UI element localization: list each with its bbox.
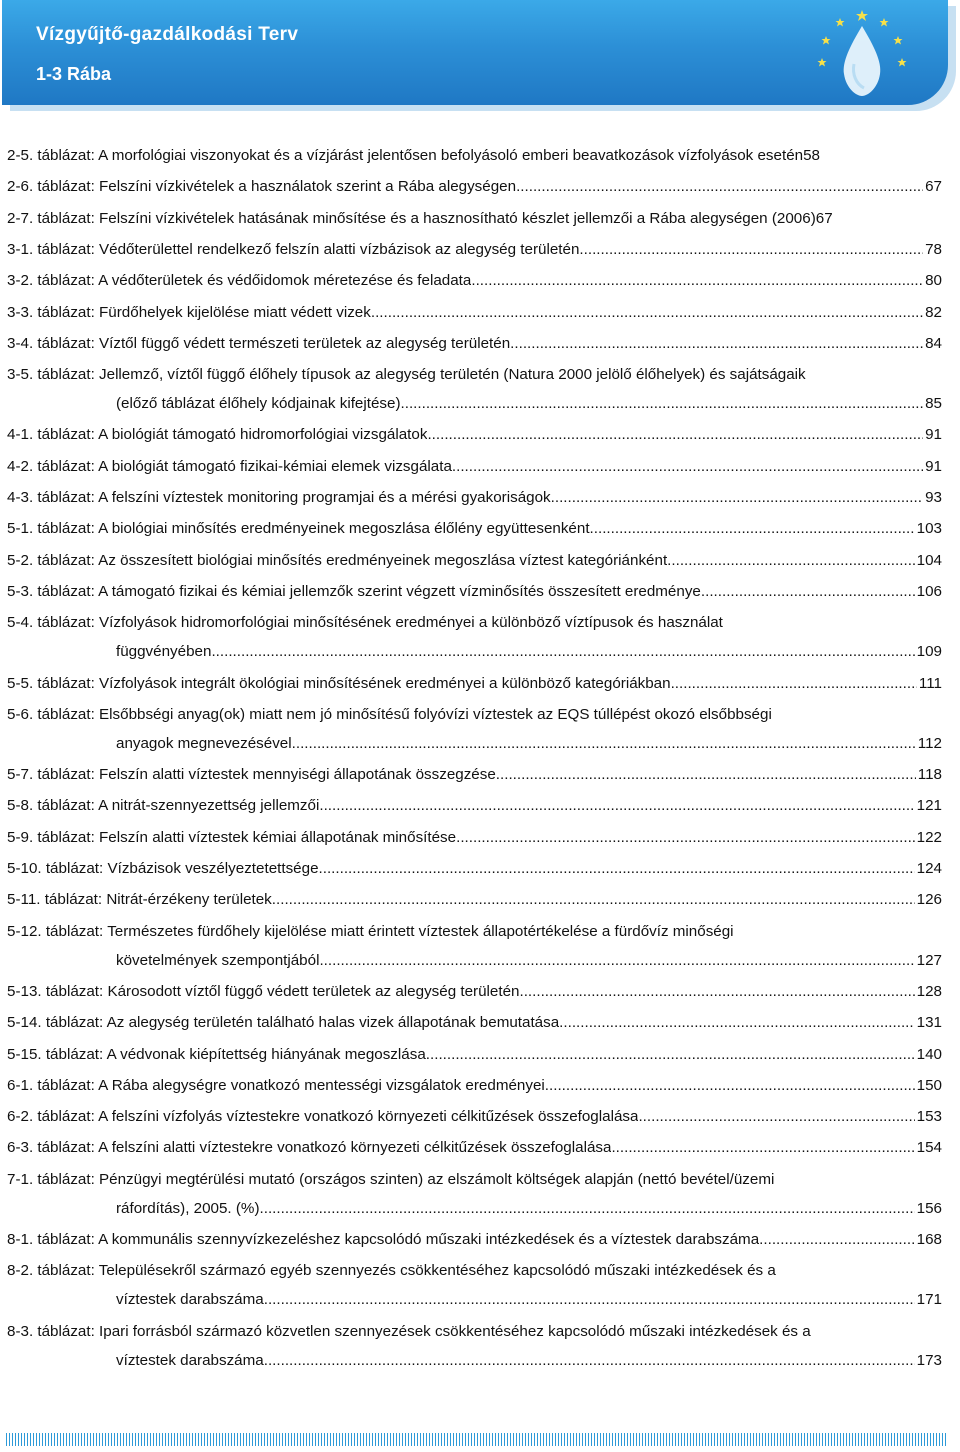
toc-entry-title: 5-15. táblázat: A védvonak kiépítettség hiányának megoszlása <box>7 1045 426 1063</box>
toc-page-number: 121 <box>916 797 942 815</box>
toc-entry[interactable] <box>7 360 942 389</box>
eu-water-drop-logo-icon <box>802 4 922 104</box>
toc-leader-dots <box>701 577 915 606</box>
toc-page-number: 122 <box>916 828 942 846</box>
toc-leader-dots <box>516 172 923 201</box>
toc-page-number: 124 <box>916 860 942 877</box>
toc-entry[interactable] <box>7 577 942 606</box>
toc-entry[interactable] <box>7 1102 942 1131</box>
toc-entry-title: 4-2. táblázat: A biológiát támogató fizikai-kémiai elemek vizsgálata <box>7 457 452 475</box>
document-header <box>2 0 948 105</box>
toc-entry-title: 2-6. táblázat: Felszíni vízkivételek a használatok szerint a Rába alegységen <box>7 178 517 196</box>
toc-entry[interactable] <box>7 514 942 543</box>
toc-entry-title: 8-1. táblázat: A kommunális szennyvízkezeléshez kapcsolódó műszaki intézkedések és a víztestek darabszáma <box>7 1231 760 1248</box>
toc-page-number: 85 <box>925 395 942 413</box>
toc-entry-continuation[interactable] <box>116 637 942 666</box>
toc-entry-continuation[interactable] <box>116 1285 942 1314</box>
toc-entry-title: 2-5. táblázat: A morfológiai viszonyokat és a vízjárást jelentősen befolyásoló emberi beavatkozások vízfolyások esetén <box>7 147 804 164</box>
toc-entry-title: 5-12. táblázat: Természetes fürdőhely kijelölése miatt érintett víztestek állapotértékelése a fürdővíz minőségi <box>7 922 734 940</box>
toc-page-number: 91 <box>925 426 942 444</box>
toc-entry[interactable] <box>7 1071 942 1100</box>
toc-leader-dots <box>671 669 917 698</box>
toc-page-number: 126 <box>916 891 942 909</box>
toc-entry-title: 6-2. táblázat: A felszíni vízfolyás víztestekre vonatkozó környezeti célkitűzések összefoglalása <box>7 1108 639 1126</box>
document-subtitle: 1-3 Rába <box>36 64 112 84</box>
toc-leader-dots <box>551 483 923 512</box>
toc-leader-dots <box>426 1040 915 1069</box>
toc-entry-title: víztestek darabszáma <box>116 1291 264 1309</box>
toc-entry-title: 5-3. táblázat: A támogató fizikai és kémiai jellemzők szerint végzett vízminősítés összesített eredménye <box>7 582 701 600</box>
toc-entry-title: 5-8. táblázat: A nitrát-szennyezettség jellemzői <box>7 797 320 815</box>
toc-entry[interactable] <box>7 546 942 575</box>
toc-leader-dots <box>401 389 924 418</box>
toc-entry[interactable] <box>7 1317 942 1346</box>
toc-entry[interactable] <box>7 483 942 512</box>
toc-entry-continuation[interactable] <box>116 1194 942 1223</box>
toc-leader-dots <box>456 823 915 852</box>
toc-leader-dots <box>519 977 914 1006</box>
toc-leader-dots <box>260 1194 915 1223</box>
toc-entry[interactable] <box>7 141 942 170</box>
toc-page-number: 150 <box>916 1076 942 1094</box>
toc-entry-title: víztestek darabszáma <box>116 1351 264 1369</box>
toc-entry-title: 7-1. táblázat: Pénzügyi megtérülési mutató (országos szinten) az elszámolt költségek alapján (nettó bevétel/üzemi <box>7 1170 775 1188</box>
toc-entry-title: 5-13. táblázat: Károsodott víztől függő védett területek az alegység területén <box>7 982 520 1000</box>
toc-leader-dots <box>319 946 914 975</box>
toc-page-number: 104 <box>916 551 942 569</box>
toc-entry[interactable] <box>7 329 942 358</box>
toc-entry-title: 5-14. táblázat: Az alegység területén található halas vizek állapotának bemutatása <box>7 1014 560 1032</box>
toc-entry-title: 5-1. táblázat: A biológiai minősítés eredményeinek megoszlása élőlény együttesenként <box>7 520 590 538</box>
toc-entry-title: 5-2. táblázat: Az összesített biológiai minősítés eredményeinek megoszlása víztest kategóriánként <box>7 551 668 569</box>
toc-entry[interactable] <box>7 1040 942 1069</box>
toc-entry[interactable] <box>7 1225 942 1254</box>
toc-page-number: 84 <box>925 334 942 352</box>
toc-entry-title: 8-2. táblázat: Településekről származó egyéb szennyezés csökkentéséhez kapcsolódó műszaki intézkedések és a <box>7 1262 776 1280</box>
toc-entry[interactable] <box>7 452 942 481</box>
toc-leader-dots <box>427 420 923 449</box>
toc-leader-dots <box>292 729 916 758</box>
toc-page-number: 78 <box>925 240 942 258</box>
toc-leader-dots <box>264 1346 915 1375</box>
toc-entry[interactable] <box>7 204 942 233</box>
toc-entry[interactable] <box>7 823 942 852</box>
document-title: Vízgyűjtő-gazdálkodási Terv <box>36 24 299 45</box>
toc-entry[interactable] <box>7 1008 942 1037</box>
toc-leader-dots <box>264 1285 915 1314</box>
toc-entry[interactable] <box>7 172 942 201</box>
toc-page-number: 168 <box>916 1231 942 1248</box>
toc-page-number: 103 <box>916 520 942 538</box>
toc-entry-title: 3-2. táblázat: A védőterületek és védőidomok méretezése és feladata <box>7 272 472 290</box>
toc-entry-title: ráfordítás), 2005. (%) <box>116 1199 260 1217</box>
toc-entry[interactable] <box>7 298 942 327</box>
toc-page-number: 128 <box>916 982 942 1000</box>
toc-page-number: 67 <box>925 178 942 196</box>
toc-page-number: 93 <box>925 489 942 506</box>
toc-leader-dots <box>590 514 915 543</box>
toc-page-number: 67 <box>815 209 833 227</box>
toc-entry[interactable] <box>7 885 942 914</box>
toc-entry-continuation[interactable] <box>116 729 942 758</box>
toc-entry-title: 6-1. táblázat: A Rába alegységre vonatkozó mentességi vizsgálatok eredményei <box>7 1076 545 1094</box>
toc-entry-title: 5-6. táblázat: Elsőbbségi anyag(ok) miatt nem jó minősítésű folyóvízi víztestek az EQS túllépést okozó elsőbbségi <box>7 705 772 723</box>
toc-entry[interactable] <box>7 669 942 698</box>
toc-entry-continuation[interactable] <box>116 389 942 418</box>
toc-entry[interactable] <box>7 1256 942 1285</box>
toc-entry-title: 3-1. táblázat: Védőterülettel rendelkező felszín alatti vízbázisok az alegység területén <box>7 240 580 258</box>
toc-entry-title: követelmények szempontjából <box>116 951 320 969</box>
toc-entry[interactable] <box>7 760 942 789</box>
toc-entry-continuation[interactable] <box>116 1346 942 1375</box>
toc-entry-title: 5-9. táblázat: Felszín alatti víztestek kémiai állapotának minősítése <box>7 828 457 846</box>
toc-page-number: 91 <box>925 457 942 475</box>
toc-entry-title: 2-7. táblázat: Felszíni vízkivételek hatásának minősítése és a hasznosítható készlet jellemzői a Rába alegységen (2006) <box>7 209 816 227</box>
toc-leader-dots <box>319 854 915 883</box>
toc-page-number: 131 <box>916 1014 942 1032</box>
toc-entry[interactable] <box>7 854 942 883</box>
footer-decorative-bar <box>6 1433 946 1446</box>
toc-entry-title: 3-5. táblázat: Jellemző, víztől függő élőhely típusok az alegység területén (Natura 2000 jelölő élőhelyek) és sajátságaik <box>7 366 806 384</box>
toc-entry-title: 5-10. táblázat: Vízbázisok veszélyeztetettsége <box>7 860 319 877</box>
toc-entry-title: 5-4. táblázat: Vízfolyások hidromorfológiai minősítésének eredményei a különböző víztípusok és használat <box>7 614 723 632</box>
toc-entry[interactable] <box>7 791 942 820</box>
toc-page-number: 154 <box>916 1139 942 1157</box>
toc-leader-dots <box>272 885 915 914</box>
toc-page-number: 82 <box>925 303 942 321</box>
toc-leader-dots <box>471 266 923 295</box>
toc-leader-dots <box>452 452 923 481</box>
toc-leader-dots <box>510 329 923 358</box>
toc-page-number: 80 <box>925 272 942 290</box>
toc-leader-dots <box>319 791 914 820</box>
toc-leader-dots <box>545 1071 915 1100</box>
toc-page-number: 173 <box>916 1351 942 1369</box>
toc-leader-dots <box>611 1133 914 1162</box>
toc-entry[interactable] <box>7 977 942 1006</box>
toc-entry[interactable] <box>7 420 942 449</box>
toc-entry[interactable] <box>7 608 942 637</box>
toc-leader-dots <box>496 760 916 789</box>
toc-entry-continuation[interactable] <box>116 946 942 975</box>
toc-page-number: 58 <box>803 147 820 164</box>
toc-page-number: 106 <box>916 582 942 600</box>
toc-entry[interactable] <box>7 1133 942 1162</box>
toc-entry-title: 3-4. táblázat: Víztől függő védett természeti területek az alegység területén <box>7 334 511 352</box>
toc-page-number: 140 <box>916 1045 942 1063</box>
toc-entry[interactable] <box>7 235 942 264</box>
toc-entry-title: 8-3. táblázat: Ipari forrásból származó közvetlen szennyezések csökkentéséhez kapcsolódó műszaki intézkedések és a <box>7 1322 811 1340</box>
toc-leader-dots <box>371 298 923 327</box>
toc-entry-title: 5-11. táblázat: Nitrát-érzékeny területek <box>7 891 272 909</box>
toc-leader-dots <box>559 1008 914 1037</box>
toc-leader-dots <box>579 235 923 264</box>
toc-leader-dots <box>211 637 914 666</box>
toc-entry-title: 6-3. táblázat: A felszíni alatti víztestekre vonatkozó környezeti célkitűzések összefoglalása <box>7 1139 612 1157</box>
toc-leader-dots <box>667 546 914 575</box>
toc-entry-title: 4-1. táblázat: A biológiát támogató hidromorfológiai vizsgálatok <box>7 426 428 444</box>
toc-page-number: 127 <box>916 951 942 969</box>
toc-entry-title: függvényében <box>116 643 212 661</box>
toc-entry-title: 5-5. táblázat: Vízfolyások integrált ökológiai minősítésének eredményei a különböző kategóriákban <box>7 674 671 692</box>
toc-page-number: 171 <box>916 1291 942 1309</box>
toc-entry-title: 3-3. táblázat: Fürdőhelyek kijelölése miatt védett vizek <box>7 303 371 321</box>
toc-page-number: 118 <box>917 766 942 784</box>
toc-entry[interactable] <box>7 1165 942 1194</box>
toc-page-number: 112 <box>917 734 942 752</box>
toc-entry[interactable] <box>7 917 942 946</box>
toc-leader-dots <box>638 1102 914 1131</box>
toc-page-number: 156 <box>916 1199 942 1217</box>
toc-entry-title: 5-7. táblázat: Felszín alatti víztestek mennyiségi állapotának összegzése <box>7 766 496 784</box>
toc-entry[interactable] <box>7 700 942 729</box>
toc-entry-title: (előző táblázat élőhely kódjainak kifejtése) <box>116 395 401 413</box>
toc-page-number: 109 <box>916 643 942 661</box>
toc-entry-title: anyagok megnevezésével <box>116 734 292 752</box>
toc-leader-dots <box>759 1225 914 1254</box>
toc-page-number: 111 <box>918 674 942 692</box>
toc-entry-title: 4-3. táblázat: A felszíni víztestek monitoring programjai és a mérési gyakoriságok <box>7 489 551 506</box>
toc-page-number: 153 <box>916 1108 942 1126</box>
toc-entry[interactable] <box>7 266 942 295</box>
